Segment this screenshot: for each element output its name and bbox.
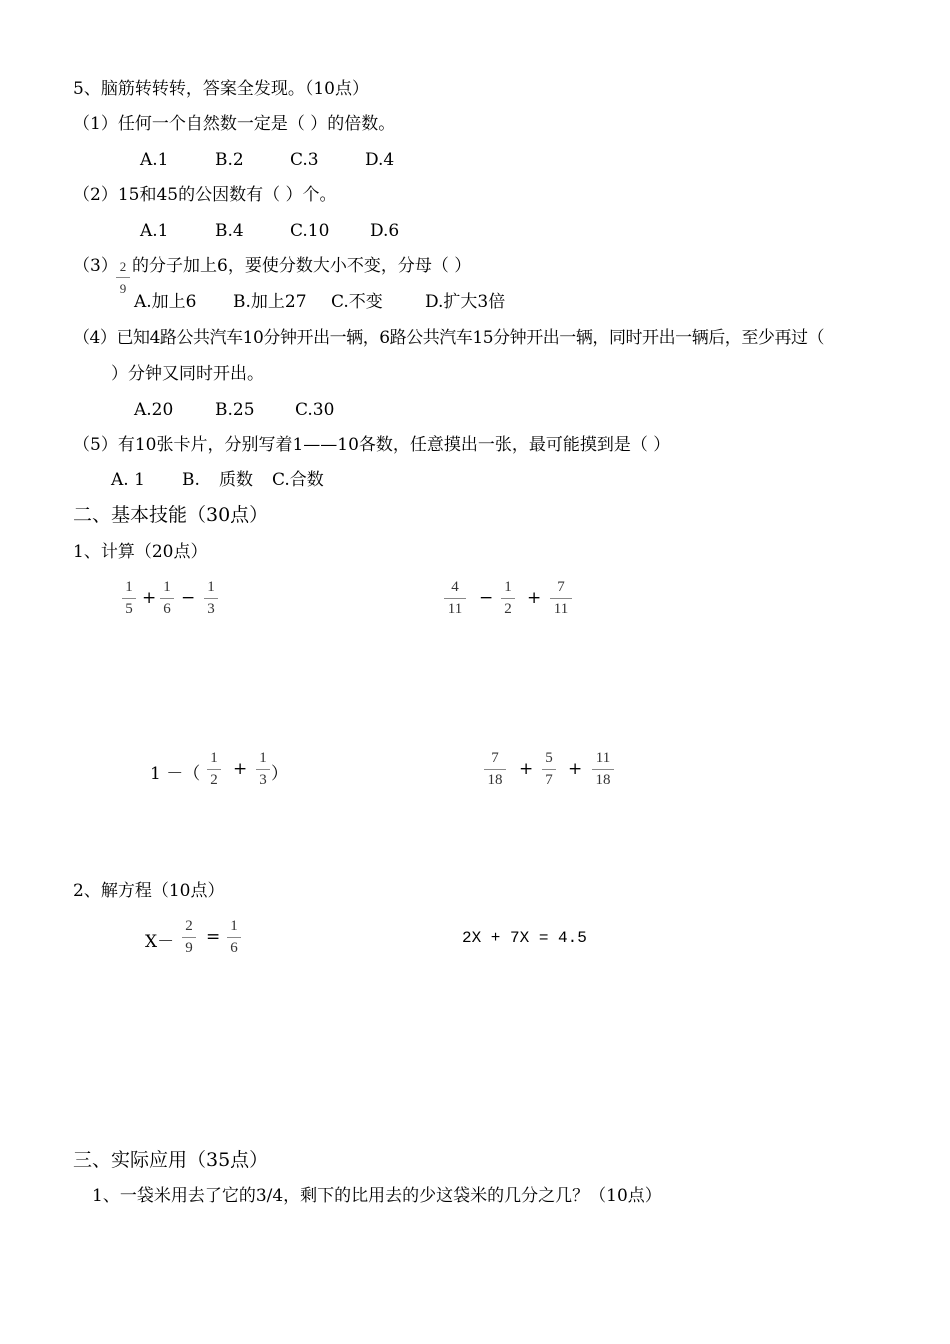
expr2-operator-2: + bbox=[527, 588, 542, 608]
q3-frac-numerator: 2 bbox=[119, 259, 127, 274]
eq1-equals: = bbox=[206, 927, 221, 947]
q1-option-c: C.3 bbox=[290, 150, 319, 170]
fraction-bar bbox=[542, 769, 556, 770]
denominator: 18 bbox=[595, 772, 611, 788]
denominator: 2 bbox=[504, 601, 512, 617]
numerator: 1 bbox=[125, 579, 133, 595]
fraction-bar bbox=[227, 937, 241, 938]
expr2-operator-1: − bbox=[479, 588, 494, 608]
calc-title: 1、计算（20点） bbox=[73, 542, 208, 562]
denominator: 11 bbox=[553, 601, 569, 617]
fraction-bar bbox=[484, 769, 506, 770]
part-2-title: 二、基本技能（30点） bbox=[73, 504, 269, 526]
eq1-fraction-2 bbox=[227, 918, 241, 957]
expr4-operator-2: + bbox=[568, 759, 583, 779]
expr2-fraction-3 bbox=[550, 579, 572, 618]
expr2-fraction-2 bbox=[501, 579, 515, 618]
denominator: 2 bbox=[210, 772, 218, 788]
q4-stem-line2: ）分钟又同时开出。 bbox=[111, 364, 264, 384]
numerator: 2 bbox=[185, 918, 193, 934]
numerator: 1 bbox=[504, 579, 512, 595]
q3-option-c: C.不变 bbox=[331, 292, 383, 312]
numerator: 1 bbox=[259, 750, 267, 766]
expr3-tail: ） bbox=[271, 764, 288, 784]
fraction-bar bbox=[444, 598, 466, 599]
q2-option-b: B.4 bbox=[215, 221, 244, 241]
q3-frac-denominator: 9 bbox=[119, 281, 127, 296]
expr4-fraction-3 bbox=[592, 750, 614, 789]
denominator: 7 bbox=[545, 772, 553, 788]
q3-fraction bbox=[116, 258, 130, 297]
q1-option-d: D.4 bbox=[365, 150, 395, 170]
equation-title: 2、解方程（10点） bbox=[73, 881, 225, 901]
eq1-lead: X－ bbox=[145, 932, 175, 952]
numerator: 1 bbox=[163, 579, 171, 595]
fraction-bar bbox=[160, 598, 174, 599]
q4-stem-line1: （4）已知4路公共汽车10分钟开出一辆，6路公共汽车15分钟开出一辆，同时开出一辆后，至少再过（ bbox=[73, 328, 825, 348]
fraction-bar bbox=[116, 277, 130, 278]
expr4-fraction-1 bbox=[484, 750, 506, 789]
q1-stem: （1）任何一个自然数一定是（ ）的倍数。 bbox=[73, 114, 396, 134]
q2-option-a: A.1 bbox=[140, 221, 169, 241]
denominator: 6 bbox=[163, 601, 171, 617]
q4-option-b: B.25 bbox=[215, 400, 255, 420]
numerator: 11 bbox=[595, 750, 611, 766]
expr4-fraction-2 bbox=[542, 750, 556, 789]
numerator: 7 bbox=[557, 579, 565, 595]
numerator: 5 bbox=[545, 750, 553, 766]
q3-stem: 的分子加上6，要使分数大小不变，分母（ ） bbox=[132, 256, 472, 276]
fraction-bar bbox=[501, 598, 515, 599]
fraction-bar bbox=[182, 937, 196, 938]
q1-option-b: B.2 bbox=[215, 150, 244, 170]
denominator: 6 bbox=[230, 940, 238, 956]
denominator: 5 bbox=[125, 601, 133, 617]
q5-option-a: A. 1 bbox=[111, 470, 145, 490]
expr1-operator-2: − bbox=[181, 588, 196, 608]
eq1-fraction-1 bbox=[182, 918, 196, 957]
numerator: 4 bbox=[451, 579, 459, 595]
denominator: 9 bbox=[185, 940, 193, 956]
expr1-operator-1: + bbox=[142, 588, 157, 608]
q3-option-b: B.加上27 bbox=[233, 292, 307, 312]
q3-option-d: D.扩大3倍 bbox=[425, 292, 506, 312]
fraction-bar bbox=[122, 598, 136, 599]
expr1-fraction-3 bbox=[204, 579, 218, 618]
part-3-title: 三、实际应用（35点） bbox=[73, 1149, 269, 1171]
expr3-fraction-2 bbox=[256, 750, 270, 789]
q4-option-c: C.30 bbox=[295, 400, 335, 420]
expr4-operator-1: + bbox=[519, 759, 534, 779]
q5-option-c: C.合数 bbox=[272, 470, 324, 490]
q3-option-a: A.加上6 bbox=[134, 292, 197, 312]
q4-option-a: A.20 bbox=[134, 400, 174, 420]
denominator: 11 bbox=[447, 601, 463, 617]
expr3-fraction-1 bbox=[207, 750, 221, 789]
denominator: 3 bbox=[259, 772, 267, 788]
q2-option-d: D.6 bbox=[370, 221, 400, 241]
expr3-lead: 1 －（ bbox=[150, 764, 201, 784]
fraction-bar bbox=[256, 769, 270, 770]
expr3-operator-1: + bbox=[233, 759, 248, 779]
q1-option-a: A.1 bbox=[140, 150, 169, 170]
part-3-q1: 1、一袋米用去了它的3/4，剩下的比用去的少这袋米的几分之几？（10点） bbox=[92, 1186, 662, 1206]
fraction-bar bbox=[550, 598, 572, 599]
q5-option-b-text: 质数 bbox=[219, 470, 253, 490]
denominator: 3 bbox=[207, 601, 215, 617]
expr1-fraction-2 bbox=[160, 579, 174, 618]
q5-option-b: B. bbox=[182, 470, 200, 490]
expr2-fraction-1 bbox=[444, 579, 466, 618]
eq2: 2X + 7X = 4.5 bbox=[462, 929, 587, 947]
numerator: 1 bbox=[207, 579, 215, 595]
section-5-title: 5、脑筋转转转，答案全发现。（10点） bbox=[73, 79, 369, 99]
q3-prefix: （3） bbox=[73, 256, 118, 276]
denominator: 18 bbox=[487, 772, 503, 788]
numerator: 7 bbox=[491, 750, 499, 766]
q2-stem: （2）15和45的公因数有（ ）个。 bbox=[73, 185, 337, 205]
numerator: 1 bbox=[210, 750, 218, 766]
q5-stem: （5）有10张卡片，分别写着1——10各数，任意摸出一张，最可能摸到是（ ） bbox=[73, 435, 671, 455]
expr1-fraction-1 bbox=[122, 579, 136, 618]
fraction-bar bbox=[592, 769, 614, 770]
fraction-bar bbox=[204, 598, 218, 599]
fraction-bar bbox=[207, 769, 221, 770]
q2-option-c: C.10 bbox=[290, 221, 330, 241]
numerator: 1 bbox=[230, 918, 238, 934]
